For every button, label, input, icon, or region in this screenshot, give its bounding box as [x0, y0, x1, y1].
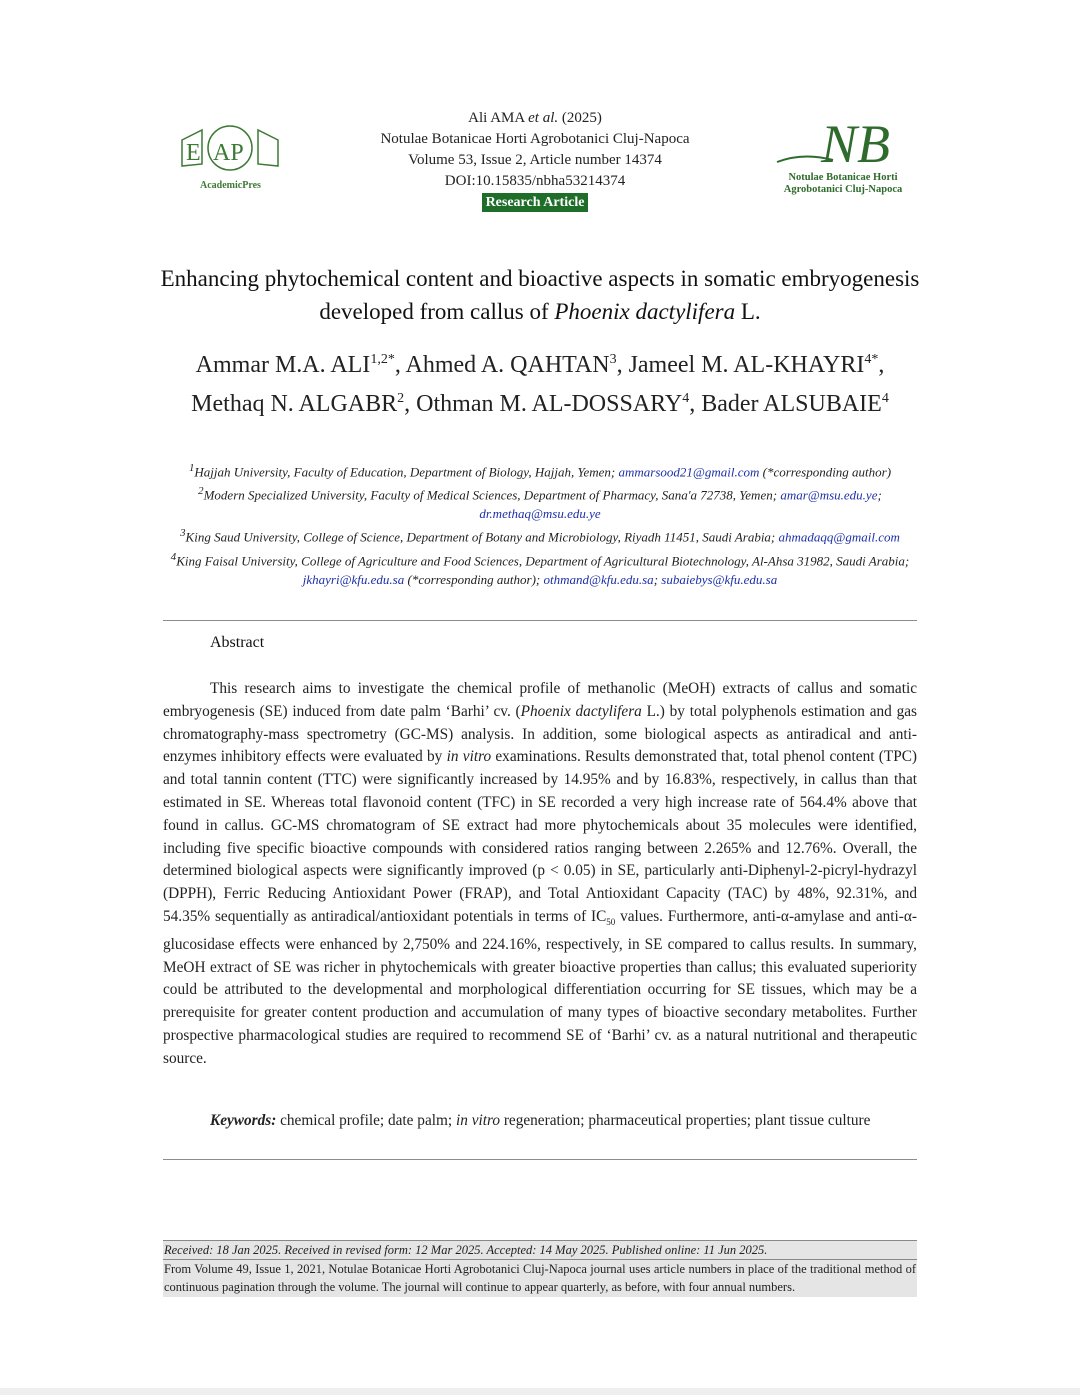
footer-box [163, 1240, 917, 1297]
citation-line: Ali AMA et al. (2025) [468, 110, 602, 126]
publisher-name: AcademicPres [200, 180, 261, 191]
author: Ahmed A. QAHTAN$^3$, [405, 352, 629, 378]
email-link[interactable]: jkhayri@kfu.edu.sa [302, 571, 405, 587]
email-link[interactable]: ahmadaqq@gmail.com [778, 529, 900, 545]
affiliation-3: $^3$King Saud University, College of Science, Department of Botany and Microbiology, Riyadh 11451, Saudi Arabia; ahmadaqq@gmail.com [180, 527, 900, 545]
logo-letters-right: AP [213, 140, 244, 166]
affiliations [160, 459, 920, 590]
email-link[interactable]: dr.methaq@msu.edu.ye [479, 506, 601, 522]
article-type-badge: Research Article [482, 193, 589, 212]
affiliation-4: $^4$King Faisal University, College of Agriculture and Food Sciences, Department of Agricultural Biotechnology, Al-Ahsa 31982, Saudi Arabia; jkhayri@kfu.edu.sa (*corresponding author); othmand@kfu.edu.sa; subaiebys@kfu.edu.sa [170, 550, 910, 587]
abstract-heading: Abstract [210, 634, 265, 651]
author: Jameel M. $AL-KHAYRI^{4*}$, [628, 352, 885, 378]
article-header [330, 108, 740, 213]
keywords: Keywords: chemical profile; date palm; in vitro regeneration; pharmaceutical properties; plant tissue culture [210, 1112, 871, 1129]
pagination-note: From Volume 49, Issue 1, 2021, Notulae Botanicae Horti Agrobotanici Cluj-Napoca journal uses article numbers in place of the traditional method of continuous pagination through the volume. The journal will continue to appear quarterly, as before, with four annual numbers. [164, 1262, 916, 1294]
publication-dates: Received: 18 Jan 2025. Received in revised form: 12 Mar 2025. Accepted: 14 May 2025. Published online: 11 Jun 2025. [163, 1240, 917, 1260]
doi: DOI:10.15835/nbha53214374 [444, 173, 626, 189]
author: Othman M. AL-DOSSARY$^4$, [416, 391, 702, 417]
author: Ammar M.A. $ALI^{1,2*}$, [195, 352, 406, 378]
affiliation-1: $^1$Hajjah University, Faculty of Education, Department of Biology, Hajjah, Yemen; ammarsood21@gmail.com (*corresponding author) [188, 462, 892, 480]
title-species: Phoenix dactylifera [554, 299, 736, 324]
page-bottom-bar [0, 1388, 1080, 1395]
article-title: Enhancing phytochemical content and bioactive aspects in somatic embryogenesis developed from callus of Phoenix dactylifera L. [160, 266, 920, 324]
author: Methaq N. ALGABR$^2$, [191, 391, 417, 417]
logo-letters-left: E [186, 140, 201, 166]
journal-name: Notulae Botanicae Horti Agrobotanici Cluj-Napoca [380, 131, 690, 147]
keywords-label: Keywords: [210, 1112, 277, 1129]
journal-logo-line1: Notulae Botanicae Horti [788, 172, 898, 183]
divider [163, 620, 917, 621]
academicpres-logo [172, 116, 287, 194]
volume-info: Volume 53, Issue 2, Article number 14374 [408, 152, 662, 168]
journal-monogram: NB [821, 114, 891, 174]
email-link[interactable]: subaiebys@kfu.edu.sa [661, 571, 778, 587]
author: Bader ALSUBAIE$^4$ [701, 391, 889, 417]
divider [163, 1159, 917, 1160]
author-list [170, 343, 910, 421]
email-link[interactable]: ammarsood21@gmail.com [618, 464, 760, 480]
email-link[interactable]: othmand@kfu.edu.sa [543, 571, 654, 587]
journal-logo [773, 112, 913, 198]
affiliation-2: $^2$Modern Specialized University, Faculty of Medical Sciences, Department of Pharmacy, Sana'a 72738, Yemen; amar@msu.edu.ye; dr.methaq@msu.edu.ye [198, 485, 882, 522]
email-link[interactable]: amar@msu.edu.ye [780, 487, 878, 503]
abstract-body: This research aims to investigate the chemical profile of methanolic (MeOH) extracts of callus and somatic embryogenesis (SE) induced from date palm ‘Barhi’ cv. (Phoenix dactylifera L.) by total polyphenols estimation and gas chromatography-mass spectrometry (GC-MS) analysis. In addition, some biological aspects as antiradical and anti-enzymes inhibitory effects were evaluated by in vitro examinations. Results demonstrated that, total phenol content (TPC) and total tannin content (TTC) were significantly increased by 14.95% and by 16.83%, respectively, in callus than that estimated in SE. Whereas total flavonoid content (TFC) in SE recorded a very high increase rate of 564.4% above that found in callus. GC-MS chromatogram of SE extract had more phytochemicals about 35 molecules were identified, including five specific bioactive compounds with considered ratios ranging between 2.265% and 12.76%. Overall, the determined biological aspects were significantly improved (p < 0.05) in SE, particularly anti-Diphenyl-2-picryl-hydrazyl (DPPH), Ferric Reducing Antioxidant Power (FRAP), and Total Antioxidant Capacity (TAC) by 48%, 92.31%, and 54.35% sequentially as antiradical/antioxidant potentials in terms of $IC_{50}$ values. Furthermore, anti-α-amylase and anti-α-glucosidase effects were enhanced by 2,750% and 224.16%, respectively, in SE compared to callus results. In summary, MeOH extract of SE was richer in phytochemicals with greater bioactive properties than callus; this evaluated superiority could be attributed to the developmental and morphological differentiation occurring for SE tissues, which may be a prerequisite for greater content production and accumulation of many types of bioactive secondary metabolites. Further prospective pharmacological studies are required to recommend SE of ‘Barhi’ cv. as a natural nutritional and therapeutic source. [163, 680, 918, 1067]
journal-logo-line2: Agrobotanici Cluj-Napoca [783, 184, 903, 195]
